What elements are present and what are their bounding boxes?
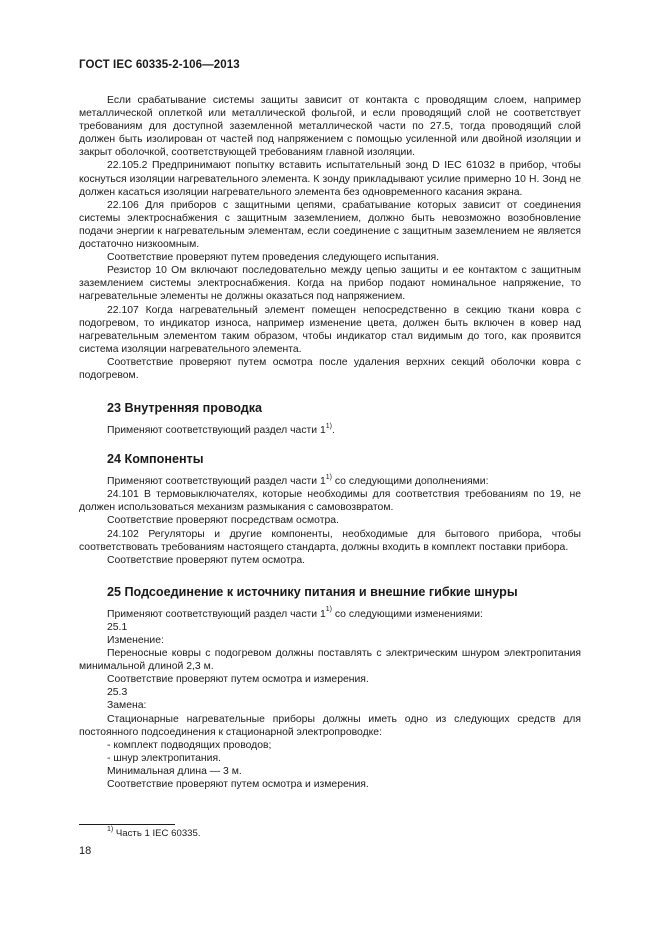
apply-text: Применяют соответствующий раздел части 1: [107, 425, 326, 437]
section-heading-25: 25 Подсоединение к источнику питания и внешние гибкие шнуры: [107, 584, 518, 599]
section-25-apply: [79, 608, 581, 621]
paragraph: Соответствие проверяют путем осмотра после удаления верхних секций оболочки ковра с подогревом.: [79, 356, 581, 381]
section-23-apply: [79, 424, 581, 437]
change-label: Изменение:: [107, 635, 164, 646]
footnote-divider: [79, 824, 175, 825]
section-heading-23: 23 Внутренняя проводка: [107, 401, 263, 416]
replace-label: Замена:: [107, 700, 147, 712]
paragraph: 22.107 Когда нагревательный элемент помещен непосредственно в секцию ткани ковра с подогревом, то индикатор износа, например изменение цвета, должен быть включен в ковер над нагревательным элементом таким образом, чтобы индикатор стал видимым до того, как проявится система изоляции нагревательного элемента.: [79, 304, 581, 355]
paragraph: 24.101 В термовыключателях, которые необходимы для соответствия требованиям по 19, не должен использоваться механизм размыкания с самовозвратом.: [79, 489, 581, 514]
apply-text: Применяют соответствующий раздел части 1: [107, 608, 326, 620]
footnote: [107, 825, 201, 839]
footnote-ref: 1): [325, 473, 332, 481]
document-header: ГОСТ IEC 60335-2-106—2013: [79, 59, 240, 71]
section-24-apply: [79, 475, 581, 488]
section-heading-24: 24 Компоненты: [107, 452, 204, 467]
paragraph: Соответствие проверяют путем осмотра.: [107, 554, 306, 566]
paragraph: 22.105.2 Предпринимают попытку вставить испытательный зонд D IEC 61032 в прибор, чтобы коснуться изоляции нагревательного элемента. К зонду прикладывают усилие примерно 10 Н. Зонд не должен касаться изоляции нагревательного элемента без одновременного касания экрана.: [79, 160, 581, 198]
paragraph: Соответствие проверяют путем осмотра и измерения.: [107, 674, 369, 686]
paragraph: Стационарные нагревательные приборы должны иметь одно из следующих средств для постоянного подсоединения к стационарной электропроводке:: [79, 713, 581, 738]
paragraph: 22.106 Для приборов с защитными цепями, срабатывание которых зависит от соединения системы электроснабжения с защитным заземлением, должно быть невозможно возобновление подачи энергии к нагревательным элементам, если соединение с защитным заземлением не является достаточно низкоомным.: [79, 199, 581, 251]
paragraph: Если срабатывание системы защиты зависит от контакта с проводящим слоем, например металлической оплеткой или металлической фольгой, и если проводящий слой не соответствует требованиям для доступной заземленной металлической части по 27.5, тогда проводящий слой должен быть изолирован от частей под напряжением с помощью усиленной или двойной изоляции и закрыт оболочкой, соответствующей требованиям главной изоляции.: [79, 95, 581, 159]
paragraph: Минимальная длина — 3 м.: [107, 765, 242, 777]
paragraph: Соответствие проверяют посредствам осмотра.: [107, 515, 339, 527]
paragraph: Соответствие проверяют путем осмотра и измерения.: [107, 779, 369, 791]
paragraph: 24.102 Регуляторы и другие компоненты, необходимые для бытового прибора, чтобы соответствовать требованиям настоящего стандарта, должны входить в комплект поставки прибора.: [79, 528, 581, 553]
apply-text-tail: со следующими изменениями:: [331, 608, 483, 620]
footnote-ref: 1): [325, 422, 332, 430]
list-item: - шнур электропитания.: [107, 752, 221, 764]
document-body: [79, 94, 581, 791]
apply-text-tail: со следующими дополнениями:: [331, 476, 489, 488]
page-number: 18: [79, 845, 92, 857]
paragraph: Соответствие проверяют путем проведения следующего испытания.: [107, 252, 440, 264]
list-item: - комплект подводящих проводов;: [107, 739, 272, 751]
clause-number: 25.3: [107, 687, 128, 699]
apply-text: Применяют соответствующий раздел части 1: [107, 476, 326, 488]
paragraph: Резистор 10 Ом включают последовательно между цепью защиты и ее контактом с защитным заземлением системы электроснабжения. Когда на прибор подают номинальное напряжение, то нагревательные элементы не должны оказаться под напряжением.: [79, 265, 581, 303]
footnote-ref: 1): [325, 606, 332, 614]
apply-text-tail: .: [331, 425, 335, 437]
footnote-text: Часть 1 IEC 60335.: [113, 828, 201, 839]
footnote-marker: 1): [107, 825, 114, 833]
clause-number: 25.1: [107, 621, 128, 633]
paragraph: Переносные ковры с подогревом должны поставлять с электрическим шнуром электропитания минимальной длиной 2,3 м.: [79, 648, 581, 673]
